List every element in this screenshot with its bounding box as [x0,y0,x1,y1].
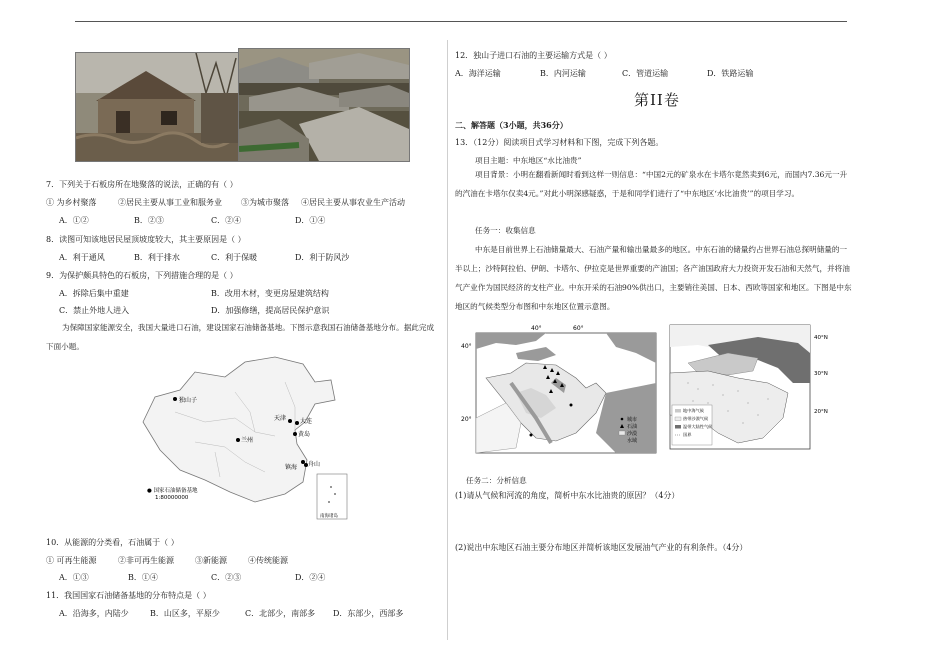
q8-option-d[interactable]: D．利于防风沙 [295,253,350,262]
site-zhenhai [301,460,305,464]
lat-40: 40° [461,343,472,350]
label-tianjin: 天津 [274,415,287,422]
q11-option-d[interactable]: D．东部少，西部多 [333,609,404,618]
q7-item-3: ③为城市聚落 [241,198,289,207]
label-huangdao: 黄岛 [298,431,311,438]
column-divider [447,40,448,640]
label-lanzhou: 兰州 [241,437,254,444]
city-marker-2 [570,404,573,407]
q10-item-4: ④传统能源 [248,556,288,565]
info-paragraph: 中东是目前世界上石油储量最大、石油产量和输出量最多的地区。中东石油的储量约占世界石油总探明储量的一半以上；沙特阿拉伯、伊朗、卡塔尔、伊拉克是世界重要的产油国；各产油国政府大力投资开发石油和天然气，并将油气产业作为国民经济的支柱产业。中东开采的石油90%供出口，主要销往美国、日本、西欧等国家和地区。下图是中东地区的气候类型分布图和中东地区位置示意图。 [455,245,852,311]
task-one-title: 任务一：收集信息 [475,226,536,235]
lat-20: 20° [461,416,472,423]
q7-option-c[interactable]: C．②④ [211,216,242,225]
city-marker [530,434,533,437]
q10-stem: 10．从能源的分类看，石油属于（ ） [46,538,179,547]
q11-option-c[interactable]: C．北部少，南部多 [245,609,316,618]
q10-option-d[interactable]: D．②④ [295,573,326,582]
middle-east-climate-map [668,323,840,458]
legend-mediterranean: 地中海气候 [683,408,704,413]
passage-intro: 为保障国家能源安全，我国大量进口石油，建设国家石油储备基地。下图示意我国石油储备基地分布。据此完成下面小题。 [46,323,435,351]
section-title: 二、解答题（3小题，共36分） [455,120,568,130]
q10-item-2: ②非可再生能源 [118,556,174,565]
q10-option-a[interactable]: A．①③ [59,573,89,582]
inset-label: 南海诸岛 [320,514,338,519]
q12-option-c[interactable]: C．管道运输 [622,69,669,78]
legend-border: 国界 [683,432,692,437]
site-huangdao [293,432,297,436]
q8-stem: 8．读图可知该地居民屋顶坡度较大，其主要原因是（ ） [46,235,246,244]
q12-option-a[interactable]: A．海洋运输 [455,69,501,78]
legend-oil: 石油 [627,424,638,430]
site-tianjin [288,419,292,423]
middle-east-location-map [456,323,661,458]
sub-question-2: (2)说出中东地区石油主要分布地区并简析该地区发展油气产业的有利条件。（4分） [455,543,748,552]
q9-option-c[interactable]: C．禁止外地人进入 [59,306,130,315]
stone-house-photo-left [75,52,239,162]
site-dushanzi [173,397,177,401]
q10-option-b[interactable]: B．①④ [128,573,158,582]
q10-item-3: ③新能源 [195,556,227,565]
q11-stem: 11．我国国家石油储备基地的分布特点是（ ） [46,591,211,600]
q7-option-d[interactable]: D．①④ [295,216,326,225]
project-background: 项目背景：小明在翻看新闻时看到这样一则信息：“中国2元的矿泉水在卡塔尔竟然卖到6元，而国内7.36元一升的汽油在卡塔尔仅卖4元。”对此小明深感疑惑，于是和同学们进行了“中东地区‘水比油贵’”的项目学习。 [455,170,848,198]
stone-house-photo-right [238,48,410,162]
q7-item-4: ④居民主要从事农业生产活动 [301,198,405,207]
q10-item-1: ① 可再生能源 [46,556,97,565]
q8-option-b[interactable]: B．利于排水 [134,253,180,262]
lat-30n: 30°N [814,371,828,377]
label-zhenhai: 镇海 [285,464,298,471]
q9-stem: 9．为保护颇具特色的石板房，下列措施合理的是（ ） [46,271,238,280]
legend-tropical-desert: 热带沙漠气候 [683,416,709,421]
q12-option-d[interactable]: D．铁路运输 [707,69,754,78]
legend-line-1: ● 国家石油储备基地 [147,488,198,494]
site-dalian [295,421,299,425]
q9-option-a[interactable]: A．拆除后集中重建 [59,289,129,298]
q11-option-a[interactable]: A．沿海多，内陆少 [59,609,129,618]
lon-40: 40° [531,325,542,332]
legend-line-2: 1:80000000 [155,495,189,501]
q7-item-2: ②居民主要从事工业和服务业 [118,198,222,207]
q12-option-b[interactable]: B．内河运输 [540,69,586,78]
q9-option-b[interactable]: B．改用木材，变更房屋建筑结构 [211,289,329,298]
lon-60: 60° [573,325,584,332]
q10-option-c[interactable]: C．②③ [211,573,242,582]
legend-city: 城市 [627,417,638,423]
q7-option-b[interactable]: B．②③ [134,216,164,225]
label-dalian: 大连 [300,418,313,425]
volume-title: 第II卷 [634,91,680,109]
q11-option-b[interactable]: B．山区多，平原少 [150,609,220,618]
sub-question-1: (1)请从气候和河流的角度，简析中东水比油贵的原因？（4分） [455,491,680,500]
lat-20n: 20°N [814,409,828,415]
legend-desert: 沙漠 [627,431,638,437]
china-oil-reserve-map [135,352,350,522]
q7-option-a[interactable]: A．①② [59,216,89,225]
legend-temperate-continental: 温带大陆性气候 [683,424,713,429]
q7-stem: 7．下列关于石板房所在地聚落的说法，正确的有（ ） [46,180,238,189]
lat-40n: 40°N [814,335,828,341]
q8-option-c[interactable]: C．利于保暖 [211,253,258,262]
label-zhoushan: 舟山 [308,461,321,468]
site-lanzhou [236,438,240,442]
south-sea-inset [317,474,347,519]
header-rule [75,21,847,22]
q13-stem: 13．（12分）阅读项目式学习材料和下图，完成下列各题。 [455,138,664,147]
q8-option-a[interactable]: A．利于通风 [59,253,105,262]
task-two-title: 任务二：分析信息 [466,476,527,485]
q7-item-1: ① 为乡村聚落 [46,198,97,207]
project-topic: 项目主题：中东地区“水比油贵” [475,156,582,165]
q12-stem: 12．独山子进口石油的主要运输方式是（ ） [455,51,612,60]
legend-water: 水域 [627,438,638,444]
q9-option-d[interactable]: D．加强修缮，提高居民保护意识 [211,306,330,315]
label-dushanzi: 独山子 [179,397,198,404]
